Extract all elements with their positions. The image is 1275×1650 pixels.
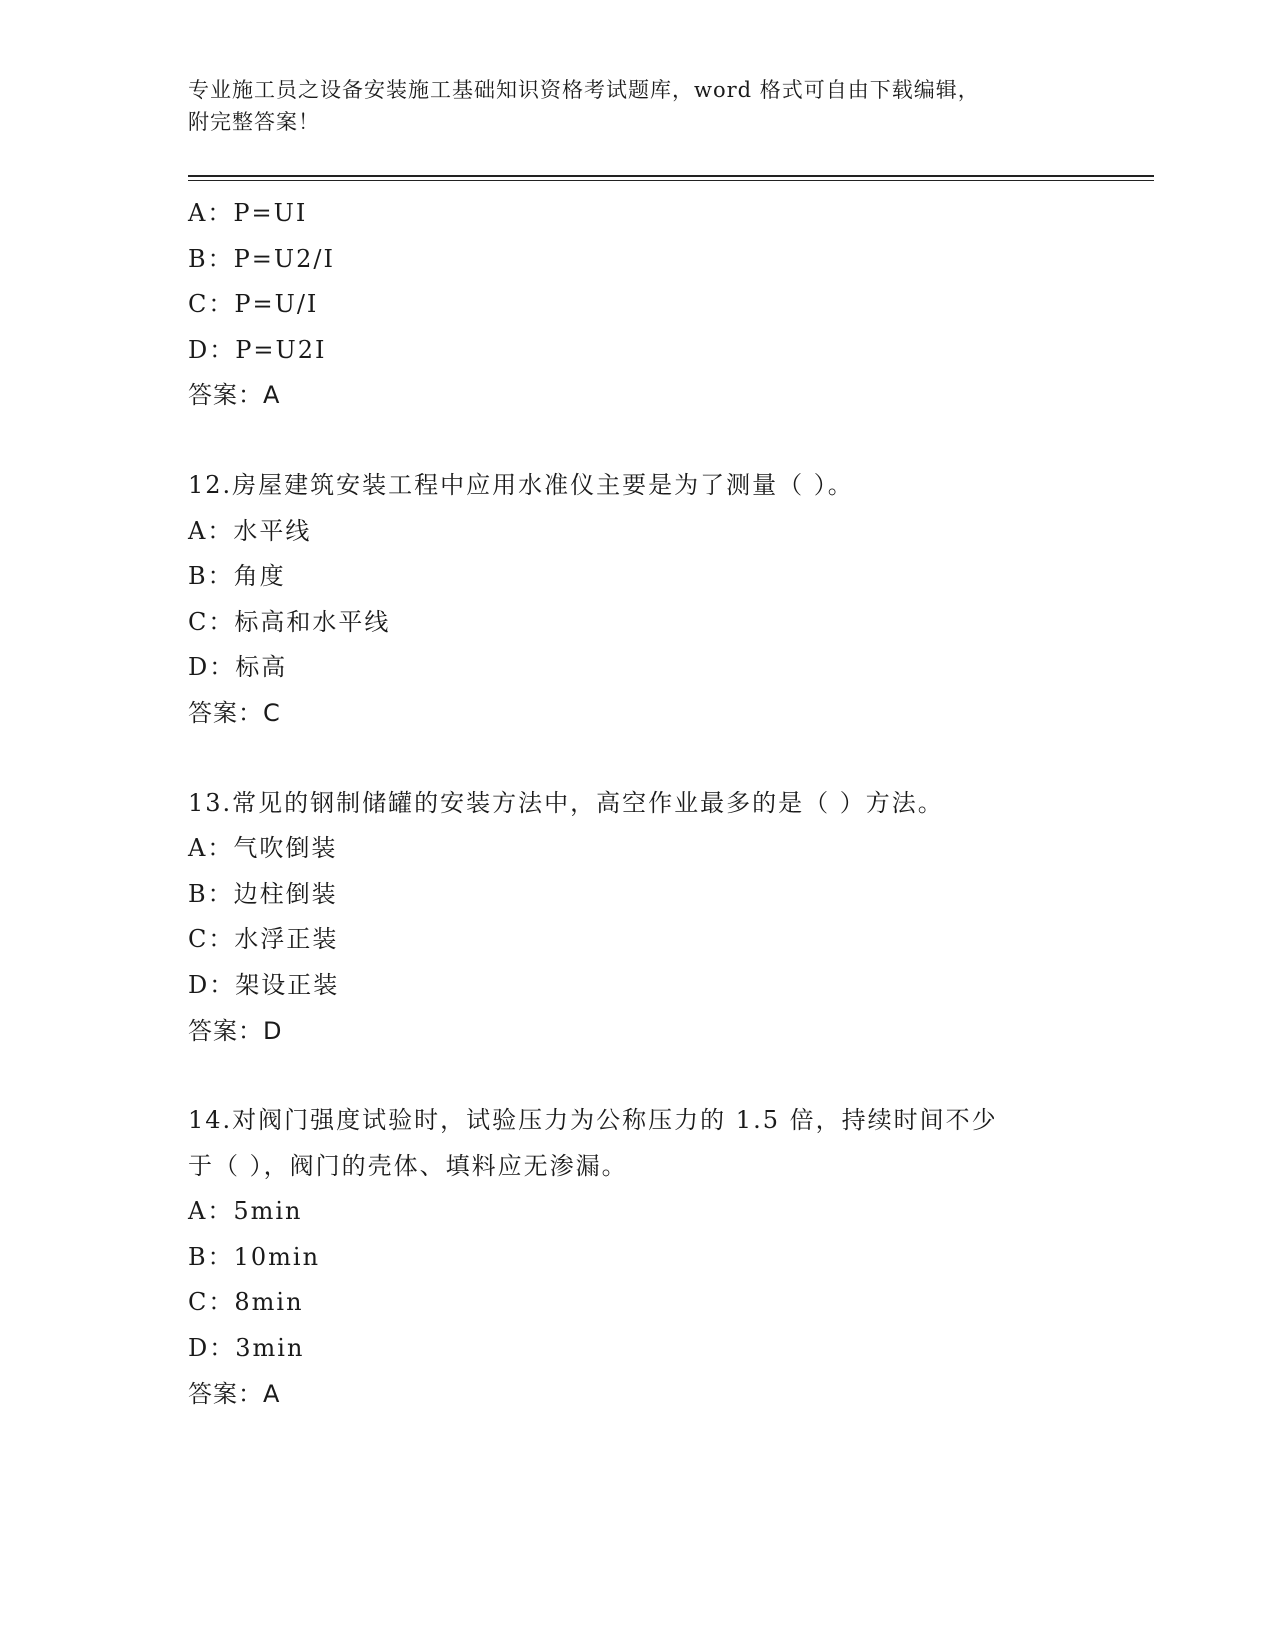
question-14 bbox=[188, 1098, 1088, 1417]
question-text-line-1: 14.对阀门强度试验时，试验压力为公称压力的 1.5 倍，持续时间不少 bbox=[188, 1106, 998, 1135]
answer: 答案：A bbox=[188, 1379, 281, 1408]
question-list bbox=[188, 191, 1088, 1417]
question-11 bbox=[188, 191, 1088, 419]
option-a: A：气吹倒装 bbox=[188, 834, 338, 863]
answer: 答案：D bbox=[188, 1016, 283, 1045]
option-c: C：8min bbox=[188, 1288, 304, 1317]
document-header bbox=[188, 74, 1088, 138]
option-d: D：标高 bbox=[188, 653, 288, 682]
option-a: A：水平线 bbox=[188, 516, 312, 545]
option-b: B：角度 bbox=[188, 562, 286, 591]
question-text: 13.常见的钢制储罐的安装方法中，高空作业最多的是（ ）方法。 bbox=[188, 788, 944, 817]
question-text-line-2: 于（ ），阀门的壳体、填料应无渗漏。 bbox=[188, 1151, 628, 1180]
question-text: 12.房屋建筑安装工程中应用水准仪主要是为了测量（ ）。 bbox=[188, 470, 854, 499]
option-c: C：标高和水平线 bbox=[188, 607, 391, 636]
option-a: A：5min bbox=[188, 1197, 303, 1226]
option-d: D：P=U2I bbox=[188, 335, 327, 364]
question-13 bbox=[188, 781, 1088, 1055]
option-b: B：边柱倒装 bbox=[188, 879, 338, 908]
header-divider-thin bbox=[188, 180, 1154, 181]
option-d: D：架设正装 bbox=[188, 970, 340, 999]
option-a: A：P=UI bbox=[188, 199, 308, 227]
header-line-1: 专业施工员之设备安装施工基础知识资格考试题库，word 格式可自由下载编辑， bbox=[188, 78, 980, 102]
option-b: B：10min bbox=[188, 1242, 321, 1271]
option-b: B：P=U2/I bbox=[188, 244, 335, 273]
header-line-2: 附完整答案！ bbox=[188, 110, 320, 134]
option-c: C：P=U/I bbox=[188, 290, 319, 319]
question-12 bbox=[188, 463, 1088, 737]
option-d: D：3min bbox=[188, 1334, 305, 1363]
header-divider-thick bbox=[188, 175, 1154, 177]
option-c: C：水浮正装 bbox=[188, 925, 339, 954]
answer: 答案：A bbox=[188, 381, 281, 410]
answer: 答案：C bbox=[188, 698, 281, 727]
